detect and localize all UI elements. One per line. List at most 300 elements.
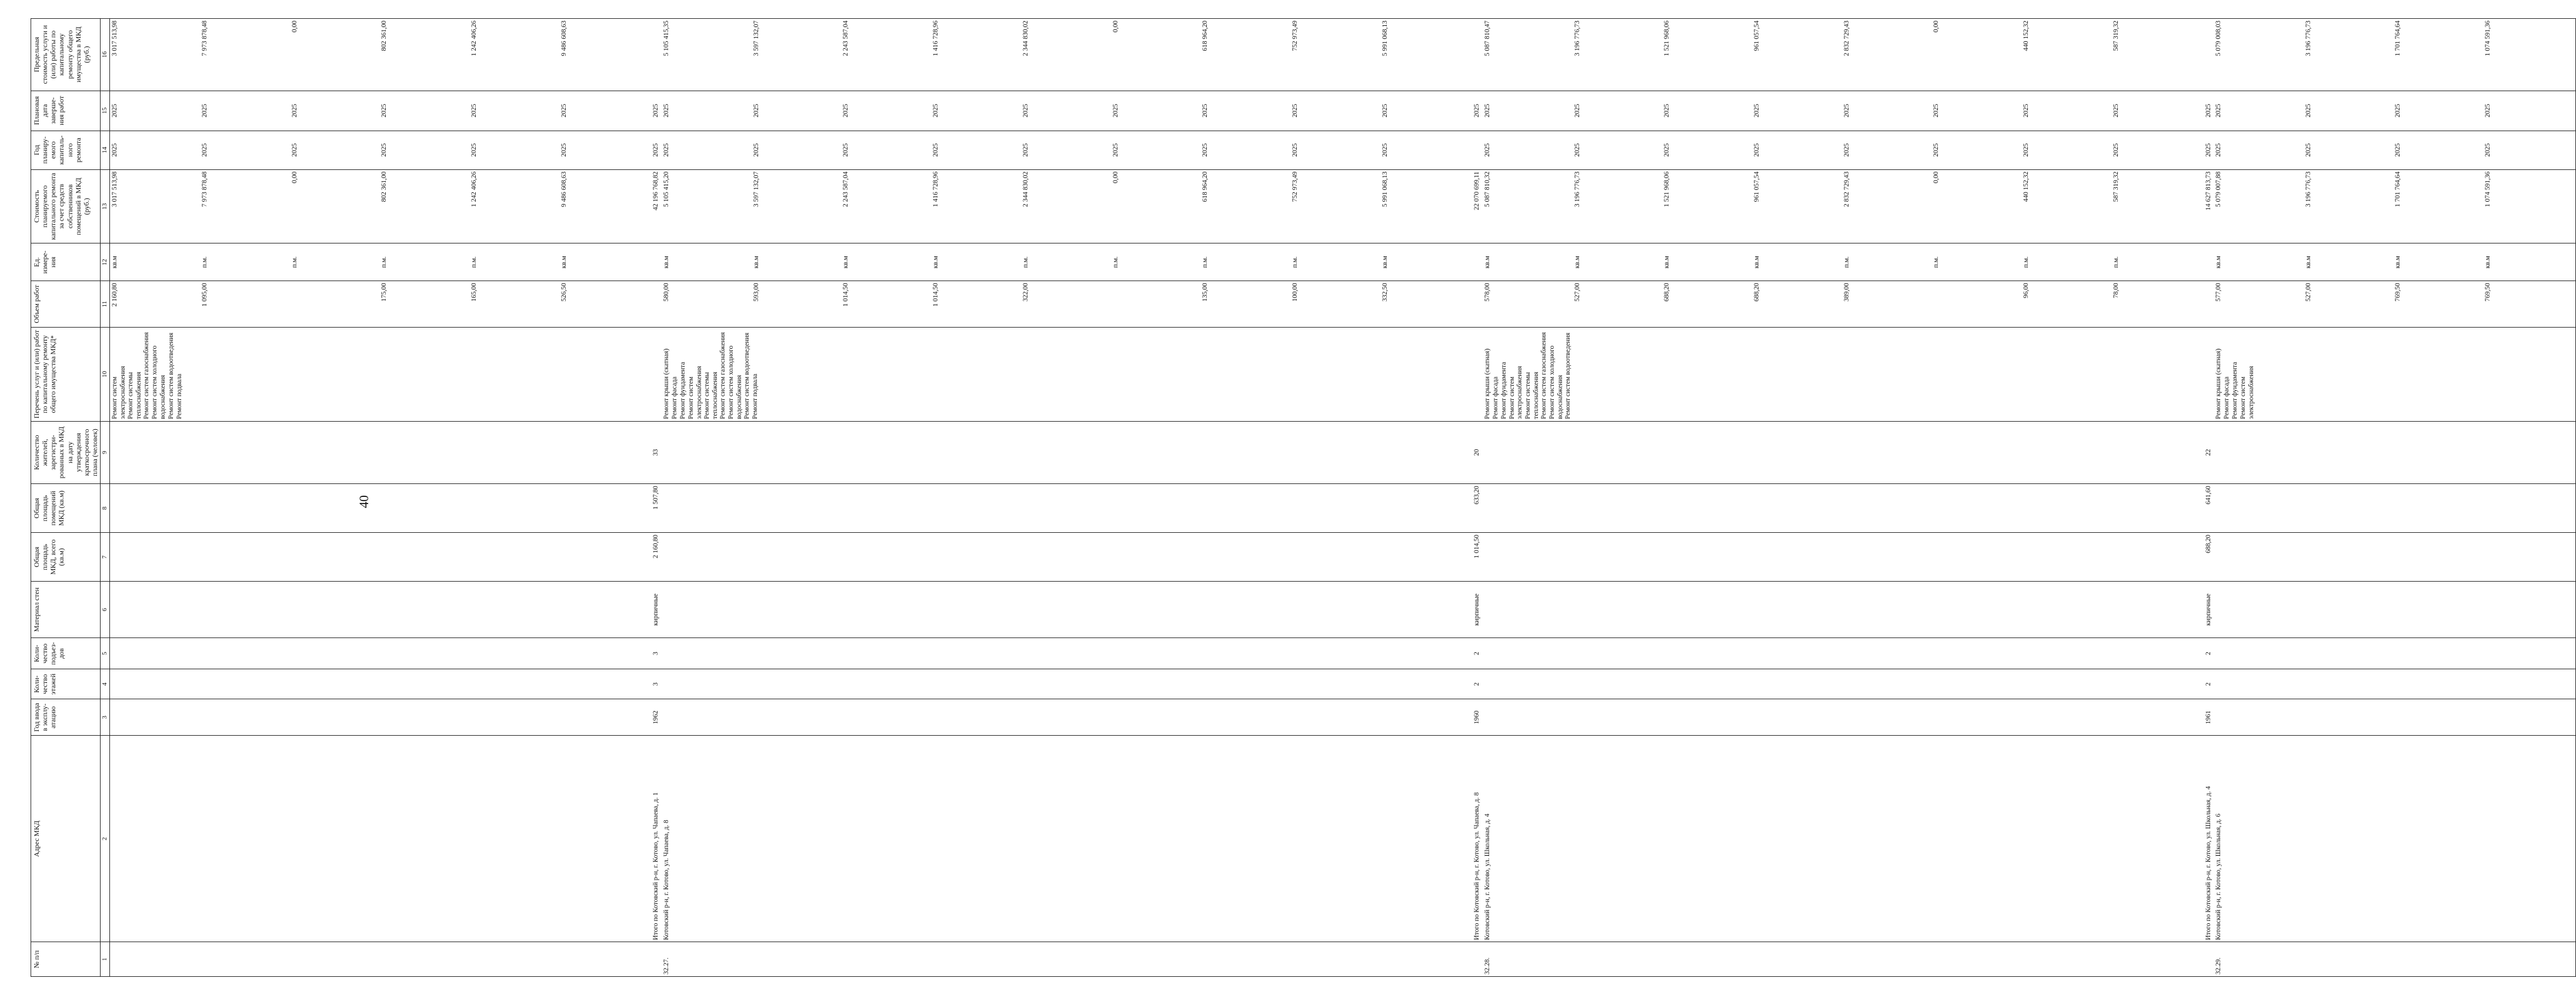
work-unit: кв.м [1753, 256, 1760, 269]
work-name-cell [1483, 327, 2204, 421]
work-name-cell [2214, 327, 2575, 421]
work-limit: 0,00 [291, 21, 298, 33]
column-number: 15 [101, 91, 110, 131]
work-unit: п.м. [1112, 256, 1119, 268]
empty-cell [2214, 699, 2575, 736]
work-limit: 2 832 729,43 [1843, 21, 1850, 56]
work-end-date: 2025 [471, 104, 478, 118]
empty-cell [2204, 942, 2214, 977]
work-year: 2025 [1112, 143, 1119, 157]
work-end-date: 2025 [1933, 104, 1940, 118]
work-name: Ремонт системы теплоснабжения [1524, 372, 1540, 419]
work-end-date: 2025 [1381, 104, 1389, 118]
empty-cell [2214, 638, 2575, 669]
work-limit: 2 344 830,02 [1022, 21, 1029, 56]
work-year: 2025 [291, 143, 298, 157]
work-cost: 0,00 [291, 171, 298, 183]
column-header: Общая площадь МКД, всего (кв.м) [31, 533, 101, 582]
work-unit: кв.м [2215, 256, 2223, 269]
object-address: Котовский р-н, г. Котово, ул. Школьная, д. 4 [1483, 736, 2204, 942]
work-limit: 5 079 008,03 [2215, 21, 2223, 56]
work-limit: 440 152,32 [2023, 21, 2030, 51]
object-works-row [2214, 19, 2575, 977]
column-number: 14 [101, 131, 110, 169]
work-name: Ремонт систем газоснабжения [719, 332, 727, 419]
empty-cell [651, 281, 662, 328]
work-limit: 1 242 406,26 [471, 21, 478, 56]
work-limit: 3 597 132,07 [752, 21, 760, 56]
work-cost: 9 486 608,63 [560, 171, 568, 208]
work-end-date: 2025 [560, 104, 568, 118]
empty-cell [110, 533, 652, 582]
work-end-date: 2025 [1483, 104, 1491, 118]
work-volume [1933, 283, 2023, 325]
work-cost: 1 242 406,26 [471, 171, 478, 208]
work-name: Ремонт крыши (скатная) [1483, 348, 1491, 419]
work-limit: 802 361,00 [381, 21, 388, 51]
empty-cell [110, 421, 652, 483]
work-cost: 0,00 [1933, 171, 1940, 183]
empty-cell [2214, 484, 2575, 533]
work-end-date: 2025 [932, 104, 940, 118]
work-cost: 5 079 007,88 [2215, 171, 2223, 208]
total-year: 2025 [651, 131, 662, 169]
table-header [31, 19, 110, 977]
work-end-date: 2025 [2112, 104, 2120, 118]
work-unit: кв.м [1663, 256, 1671, 269]
empty-cell [1483, 582, 2204, 638]
work-limit: 0,00 [1112, 21, 1119, 33]
work-limit-cell [110, 19, 652, 91]
column-header: Плановая дата заверше-ния работ [31, 91, 101, 131]
work-year: 2025 [932, 143, 940, 157]
work-unit: п.м. [2023, 256, 2030, 268]
residents: 33 [651, 421, 662, 483]
work-unit: п.м. [1933, 256, 1940, 268]
entrances: 2 [1472, 638, 1483, 669]
column-header: Год ввода в эксплу-атацию [31, 699, 101, 736]
column-header: Стоимость планируемого капитального ремонта за счет средств собственников помещений в МКД (руб.) [31, 169, 101, 243]
work-volume: 96,00 [2023, 283, 2030, 299]
work-volume: 78,00 [2112, 283, 2120, 299]
empty-cell [2204, 281, 2214, 328]
empty-cell [1472, 19, 1483, 91]
work-year: 2025 [1291, 143, 1299, 157]
work-unit: кв.м [1573, 256, 1581, 269]
commission-year: 1960 [1472, 699, 1483, 736]
work-limit: 5 105 415,35 [663, 21, 670, 56]
empty-cell [110, 582, 652, 638]
work-year: 2025 [381, 143, 388, 157]
work-end-date: 2025 [842, 104, 850, 118]
work-volume: 389,00 [1843, 283, 1850, 302]
empty-cell [1483, 699, 2204, 736]
work-year-cell [662, 131, 1472, 169]
work-limit: 961 057,54 [1753, 21, 1760, 51]
work-year: 2025 [2112, 143, 2120, 157]
work-limit: 9 486 608,63 [560, 21, 568, 56]
work-name: Ремонт систем электроснабжения [1508, 366, 1524, 419]
column-header: Год планиру-емого капиталь-ного ремонта [31, 131, 101, 169]
work-name: Ремонт системы теплоснабжения [127, 372, 142, 419]
column-number: 2 [101, 736, 110, 942]
column-header: Количество жителей, зарегистри-рованных в МКД на дату утверждения краткосрочного плана (человек) [31, 421, 101, 483]
object-address: Котовский р-н, г. Котово, ул. Чапаева, д. 8 [662, 736, 1472, 942]
work-limit: 1 521 968,06 [1663, 21, 1671, 56]
work-end-date: 2025 [1573, 104, 1581, 118]
total-label: Итого по Котовский р-н, г. Котово, ул. Школьная, д. 4 [2204, 736, 2214, 942]
total-cost: 14 627 813,73 [2204, 169, 2214, 243]
column-number: 3 [101, 699, 110, 736]
work-name: Ремонт крыши (скатная) [2215, 348, 2223, 419]
work-unit: кв.м [111, 256, 119, 269]
column-header: Адрес МКД [31, 736, 101, 942]
work-year: 2025 [1483, 143, 1491, 157]
column-number: 1 [101, 942, 110, 977]
empty-cell [110, 699, 652, 736]
object-number: 32.27. [662, 942, 1472, 977]
work-cost: 961 057,54 [1753, 171, 1760, 202]
work-name: Ремонт фундамента [2231, 362, 2239, 419]
work-name: Ремонт систем водоотведения [167, 332, 175, 419]
work-volume [1112, 283, 1202, 325]
empty-cell [2214, 582, 2575, 638]
work-end-date: 2025 [291, 104, 298, 118]
work-year: 2025 [842, 143, 850, 157]
work-name-cell [662, 327, 1472, 421]
work-year: 2025 [1933, 143, 1940, 157]
empty-cell [110, 669, 652, 699]
work-end-date: 2025 [1843, 104, 1850, 118]
work-end-date-cell [662, 91, 1472, 131]
work-end-date: 2025 [752, 104, 760, 118]
work-cost: 5 087 810,32 [1483, 171, 1491, 208]
column-number: 6 [101, 582, 110, 638]
work-volume [291, 283, 381, 325]
work-limit-cell [1483, 19, 2204, 91]
object-number: 32.29. [2214, 942, 2575, 977]
work-cost: 1 416 728,96 [932, 171, 940, 208]
work-year: 2025 [1022, 143, 1029, 157]
work-cost: 1 074 591,36 [2484, 171, 2492, 208]
work-limit: 587 319,32 [2112, 21, 2120, 51]
work-unit: п.м. [1843, 256, 1850, 268]
empty-cell [651, 327, 662, 421]
work-cost-cell [2214, 169, 2575, 243]
work-cost: 3 597 132,07 [752, 171, 760, 208]
work-cost: 802 361,00 [381, 171, 388, 202]
work-cost: 0,00 [1112, 171, 1119, 183]
column-header: Предельная стоимость услуги и (или) работы по капитальному ремонту общего имущества в МКД (руб.) [31, 19, 101, 91]
work-year: 2025 [663, 143, 670, 157]
residents: 22 [2204, 421, 2214, 483]
object-total-row [2204, 19, 2214, 977]
work-unit: п.м. [381, 256, 388, 268]
work-limit-cell [2214, 19, 2575, 91]
work-cost-cell [1483, 169, 2204, 243]
work-end-date: 2025 [1202, 104, 1209, 118]
work-unit-cell [2214, 243, 2575, 281]
work-end-date: 2025 [2304, 104, 2312, 118]
work-cost: 2 832 729,43 [1843, 171, 1850, 208]
work-cost: 7 973 878,48 [201, 171, 208, 208]
residents: 20 [1472, 421, 1483, 483]
column-header: Коли-чество подъез-дов [31, 638, 101, 669]
work-cost: 618 964,20 [1202, 171, 1209, 202]
work-volume: 769,50 [2394, 283, 2402, 302]
work-name: Ремонт систем холодного водоснабжения [728, 345, 743, 419]
empty-cell [2214, 669, 2575, 699]
work-end-date: 2025 [2215, 104, 2223, 118]
work-volume: 165,00 [471, 283, 478, 302]
work-volume: 593,00 [752, 283, 760, 302]
commission-year: 1961 [2204, 699, 2214, 736]
work-end-date: 2025 [201, 104, 208, 118]
work-year: 2025 [201, 143, 208, 157]
work-name: Ремонт систем холодного водоснабжения [151, 345, 167, 419]
rooms-area: 641,60 [2204, 484, 2214, 533]
empty-cell [651, 19, 662, 91]
work-unit: п.м. [1022, 256, 1029, 268]
work-unit-cell [110, 243, 652, 281]
total-end-date: 2025 [1472, 91, 1483, 131]
work-volume: 100,00 [1291, 283, 1299, 302]
work-unit: кв.м [2484, 256, 2492, 269]
object-works-row [662, 19, 1472, 977]
work-end-date: 2025 [2023, 104, 2030, 118]
work-volume: 527,00 [1573, 283, 1581, 302]
work-year-cell [110, 131, 652, 169]
page-number: 40 [356, 495, 371, 508]
work-name: Ремонт системы теплоснабжения [703, 372, 719, 419]
table-body [110, 19, 2576, 977]
column-number: 10 [101, 327, 110, 421]
work-end-date: 2025 [1022, 104, 1029, 118]
total-cost: 22 070 699,11 [1472, 169, 1483, 243]
empty-cell [1483, 669, 2204, 699]
work-unit: кв.м [1483, 256, 1491, 269]
column-number: 9 [101, 421, 110, 483]
rooms-area: 633,20 [1472, 484, 1483, 533]
empty-cell [662, 533, 1472, 582]
work-cost: 1 701 764,64 [2394, 171, 2402, 208]
work-limit-cell [662, 19, 1472, 91]
column-header: Общая площадь помещений МКД (кв.м) [31, 484, 101, 533]
work-year: 2025 [1202, 143, 1209, 157]
work-unit: кв.м [752, 256, 760, 269]
work-cost: 1 521 968,06 [1663, 171, 1671, 208]
empty-cell [2214, 533, 2575, 582]
work-volume: 578,00 [1483, 283, 1491, 302]
column-header: Материал стен [31, 582, 101, 638]
work-cost: 3 017 513,98 [111, 171, 119, 208]
capital-repair-table [31, 18, 2576, 977]
floors: 2 [1472, 669, 1483, 699]
work-cost: 440 152,32 [2023, 171, 2030, 202]
column-number: 12 [101, 243, 110, 281]
total-label: Итого по Котовский р-н, г. Котово, ул. Чапаева, д. 8 [1472, 736, 1483, 942]
work-cost: 5 991 068,13 [1381, 171, 1389, 208]
work-unit: п.м. [291, 256, 298, 268]
object-address [110, 736, 652, 942]
work-unit: п.м. [1202, 256, 1209, 268]
column-header: Перечень услуг и (или) работ по капитальному ремонту общего имущества МКД* [31, 327, 101, 421]
work-end-date: 2025 [1663, 104, 1671, 118]
empty-cell [1472, 942, 1483, 977]
total-year [1472, 131, 1483, 169]
work-volume: 688,20 [1753, 283, 1760, 302]
work-end-date-cell [1483, 91, 2204, 131]
work-volume: 527,00 [2304, 283, 2312, 302]
work-volume: 332,50 [1381, 283, 1389, 302]
work-unit-cell [1483, 243, 2204, 281]
work-end-date: 2025 [2394, 104, 2402, 118]
column-header: Ед. измере-ния [31, 243, 101, 281]
total-end-date: 2025 [651, 91, 662, 131]
empty-cell [662, 421, 1472, 483]
work-limit: 752 973,49 [1291, 21, 1299, 51]
total-area: 688,20 [2204, 533, 2214, 582]
entrances: 3 [651, 638, 662, 669]
work-limit: 0,00 [1933, 21, 1940, 33]
work-volume: 769,50 [2484, 283, 2492, 302]
work-name: Ремонт систем газоснабжения [143, 332, 151, 419]
work-name: Ремонт систем холодного водоснабжения [1549, 345, 1564, 419]
column-header: № п/п [31, 942, 101, 977]
work-volume: 688,20 [1663, 283, 1671, 302]
work-unit: п.м. [201, 256, 208, 268]
work-volume: 1 095,00 [201, 283, 208, 307]
work-volume: 2 160,80 [111, 283, 119, 307]
object-total-row [1472, 19, 1483, 977]
work-volume: 1 014,50 [842, 283, 850, 307]
object-works-row [1483, 19, 2204, 977]
work-year: 2025 [2484, 143, 2492, 157]
wall-material: кирпичные [651, 582, 662, 638]
work-year-cell [2214, 131, 2575, 169]
empty-cell [651, 243, 662, 281]
work-limit: 2 243 587,04 [842, 21, 850, 56]
empty-cell [1483, 421, 2204, 483]
column-number: 16 [101, 19, 110, 91]
work-unit: кв.м [842, 256, 850, 269]
column-number: 13 [101, 169, 110, 243]
work-name: Ремонт фундамента [679, 362, 686, 419]
empty-cell [1472, 327, 1483, 421]
work-year: 2025 [2215, 143, 2223, 157]
work-unit-cell [662, 243, 1472, 281]
work-volume: 526,50 [560, 283, 568, 302]
work-year: 2025 [1381, 143, 1389, 157]
floors: 2 [2204, 669, 2214, 699]
empty-cell [662, 669, 1472, 699]
work-year: 2025 [752, 143, 760, 157]
total-label: Итого по Котовский р-н, г. Котово, ул. Чапаева, д. 1 [651, 736, 662, 942]
work-unit: кв.м [932, 256, 940, 269]
empty-cell [662, 582, 1472, 638]
empty-cell [2204, 243, 2214, 281]
total-year: 2025 [2204, 131, 2214, 169]
object-works-row [110, 19, 652, 977]
work-cost: 2 344 830,02 [1022, 171, 1029, 208]
work-volume: 577,00 [2215, 283, 2223, 302]
work-end-date: 2025 [1753, 104, 1760, 118]
object-address: Котовский р-н, г. Котово, ул. Школьная, д. 6 [2214, 736, 2575, 942]
work-unit: кв.м [2304, 256, 2312, 269]
work-volume-cell [110, 281, 652, 328]
work-unit: п.м. [2112, 256, 2120, 268]
empty-cell [662, 484, 1472, 533]
work-unit: кв.м [663, 256, 670, 269]
work-name: Ремонт систем водоотведения [743, 332, 751, 419]
column-header: Коли-чество этажей [31, 669, 101, 699]
work-limit: 3 017 513,98 [111, 21, 119, 56]
work-year: 2025 [471, 143, 478, 157]
rooms-area: 1 507,80 [651, 484, 662, 533]
work-unit: кв.м [2394, 256, 2402, 269]
work-limit: 3 196 776,73 [2304, 21, 2312, 56]
work-end-date: 2025 [1112, 104, 1119, 118]
total-area: 1 014,50 [1472, 533, 1483, 582]
work-limit: 1 416 728,96 [932, 21, 940, 56]
work-cost-cell [110, 169, 652, 243]
work-limit: 7 973 878,48 [201, 21, 208, 56]
work-limit: 3 196 776,73 [1573, 21, 1581, 56]
object-number [110, 942, 652, 977]
work-year: 2025 [2304, 143, 2312, 157]
work-unit: кв.м [560, 256, 568, 269]
work-name: Ремонт систем газоснабжения [1540, 332, 1548, 419]
work-year-cell [1483, 131, 2204, 169]
work-end-date-cell [110, 91, 652, 131]
work-limit: 1 701 764,64 [2394, 21, 2402, 56]
work-year: 2025 [1843, 143, 1850, 157]
empty-cell [110, 484, 652, 533]
empty-cell [2204, 327, 2214, 421]
column-number: 7 [101, 533, 110, 582]
work-name: Ремонт систем водоотведения [1564, 332, 1572, 419]
empty-cell [1472, 281, 1483, 328]
work-name: Ремонт фасада [1491, 376, 1499, 419]
empty-cell [1483, 533, 2204, 582]
column-header: Объем работ [31, 281, 101, 328]
object-number: 32.28. [1483, 942, 2204, 977]
work-cost: 752 973,49 [1291, 171, 1299, 202]
wall-material: кирпичные [2204, 582, 2214, 638]
column-number: 5 [101, 638, 110, 669]
work-volume: 135,00 [1202, 283, 1209, 302]
work-unit: п.м. [1291, 256, 1299, 268]
work-name: Ремонт систем электроснабжения [688, 366, 703, 419]
empty-cell [662, 638, 1472, 669]
work-name: Ремонт фасада [2223, 376, 2231, 419]
wall-material: кирпичные [1472, 582, 1483, 638]
work-volume: 580,00 [663, 283, 670, 302]
column-number: 4 [101, 669, 110, 699]
work-name: Ремонт крыши (скатная) [663, 348, 670, 419]
empty-cell [2214, 421, 2575, 483]
work-year: 2025 [2023, 143, 2030, 157]
empty-cell [110, 638, 652, 669]
object-total-row [651, 19, 662, 977]
empty-cell [1472, 243, 1483, 281]
work-name: Ремонт подвала [752, 373, 759, 419]
work-cost: 587 319,32 [2112, 171, 2120, 202]
work-volume-cell [1483, 281, 2204, 328]
work-end-date-cell [2214, 91, 2575, 131]
work-name: Ремонт фундамента [1500, 362, 1507, 419]
work-volume-cell [662, 281, 1472, 328]
